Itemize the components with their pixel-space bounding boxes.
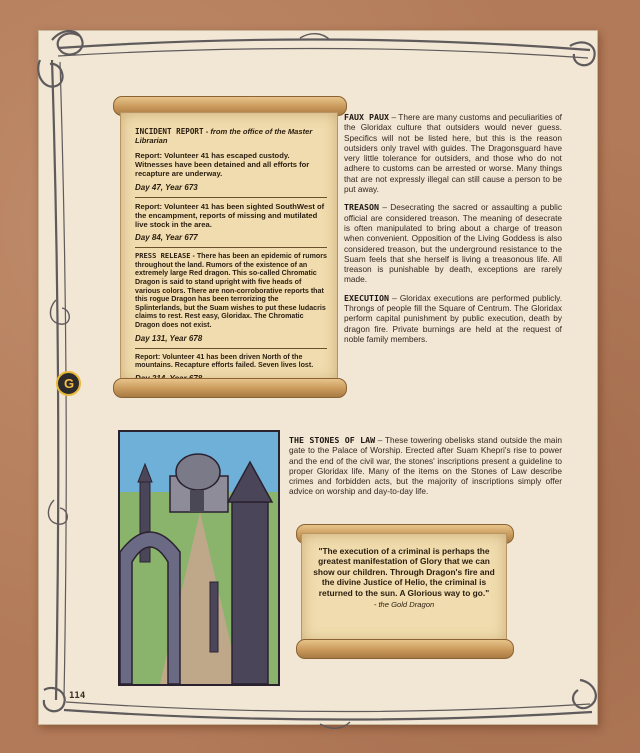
quote-attribution: - the Gold Dragon [373, 600, 435, 610]
divider [135, 348, 327, 349]
entry-text: Volunteer 41 has been sighted SouthWest of the encampment, reports of missing and mutilated live stock in the area. [135, 201, 325, 230]
incident-entry [135, 202, 327, 243]
incident-entry [135, 151, 327, 192]
entry-label: PRESS RELEASE [135, 251, 191, 261]
incident-report-scroll [120, 112, 338, 382]
law-sections [344, 112, 562, 352]
entry-date: Day 47, Year 673 [135, 182, 198, 192]
scroll-bottom-roll [113, 378, 347, 398]
section-term: EXECUTION [344, 292, 389, 303]
quote-scroll-bottom-roll [296, 639, 514, 659]
divider [135, 247, 327, 248]
entry-text: - There has been an epidemic of rumors throughout the land. Rumors of the existence of an extremely large Red dragon. This so-called Chromatic Dragon is said to stand upright with five heads of various colors. There are non-corroborative reports that this rogue Dragon has been terrorizing the Splinterlands, but the Suam wishes to put these ludacris claims to rest. Rest easy, Gloridax. The Chromatic Dragon does not exist. [135, 252, 327, 329]
entry-label: Report: [135, 151, 162, 160]
entry-date: Day 84, Year 677 [135, 233, 198, 243]
section-execution [344, 293, 562, 344]
entry-label: Report: [135, 201, 162, 211]
incident-entry [135, 252, 327, 342]
quote-text: "The execution of a criminal is perhaps the greatest manifestation of Glory that we can show our children. Through Dragon's fire and the divine Justice of Helio, the criminal is returned to the sun. A Glorious way to go." [313, 546, 495, 598]
entry-text: Volunteer 41 has escaped custody. Witnesses have been detained and all efforts for recapture are underway. [135, 151, 310, 179]
section-faux-paux [344, 112, 562, 194]
gold-dragon-quote [301, 533, 507, 643]
stones-of-law-illustration [118, 430, 280, 686]
incident-header [135, 127, 327, 145]
chapter-badge-icon [56, 371, 81, 396]
badge-glyph: G [64, 376, 75, 391]
section-term: THE STONES OF LAW [289, 435, 376, 445]
incident-header-title: INCIDENT REPORT [135, 127, 204, 136]
section-treason [344, 202, 562, 284]
section-text: – These towering obelisks stand outside the main gate to the Palace of Worship. Erected after Suam Khepri's rise to power and the end of the civil war, the stones' inscriptions present a guideline to proper Gloridax life. Many of the items on the Stones of Law describe crimes and forbidden acts, but the majority of inscriptions simply offer advice on worship and day-to-day life. [289, 435, 562, 497]
entry-date: Day 131, Year 678 [135, 333, 203, 343]
section-term: TREASON [344, 202, 379, 213]
section-text: – Gloridax executions are performed publicly. Throngs of people fill the Square of Centrum. The Gloridax perform capital punishment by public execution, death by dragon fire. Private burnings are held at the request of noble family members. [344, 292, 562, 344]
divider [135, 197, 327, 198]
section-text: – Desecrating the sacred or assaulting a public official are considered treason. The meaning of desecrate is often manipulated to bring about a charge of treason when convenient. Opposition of the Living Goddess is also considered treason, but the underground resistance to the Suam feels that she herself is living a treasonous life. All treason is punishable by death, exceptions are rarely made. [344, 202, 562, 285]
entry-text: Volunteer 41 has been driven North of the mountains. Recapture efforts failed. Seven lives lost. [135, 352, 314, 370]
incident-header-sub: - from the office of the Master Librarian [135, 127, 313, 145]
page-number: 114 [69, 691, 86, 701]
section-text: – There are many customs and peculiarities of the Gloridax culture that outsiders would never guess. Specifics will not be listed here, but this is the reason outsiders only travel with guides. The Dragonsguard have very little tolerance for outsiders, and those who do not adhere to customs can be arrested or worse. Many things that are not expressly illegal can still cause a person to be put away. [344, 112, 562, 195]
entry-label: Report: [135, 352, 161, 361]
section-term: FAUX PAUX [344, 112, 390, 122]
stones-of-law-section [289, 435, 562, 505]
